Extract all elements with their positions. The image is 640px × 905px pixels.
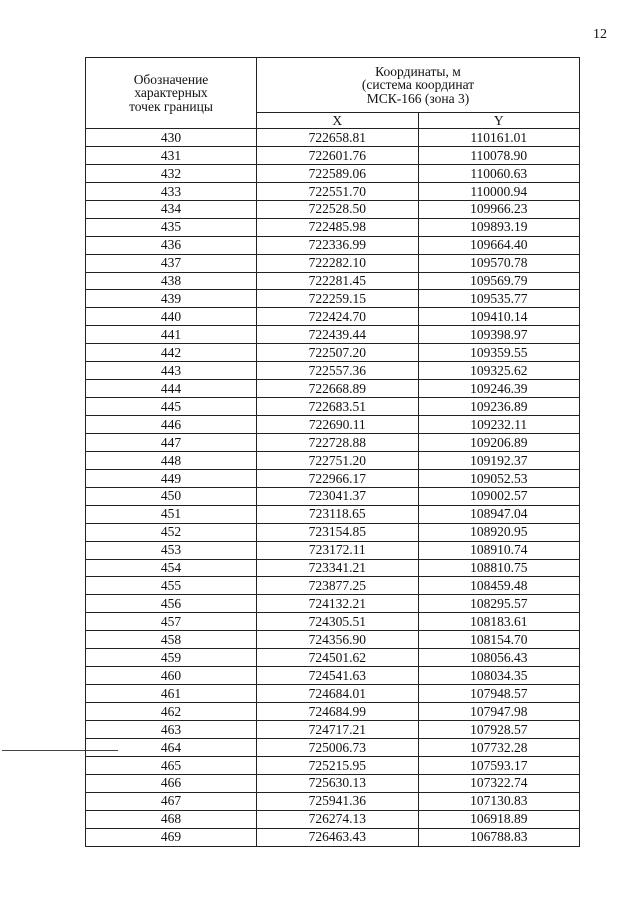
y-coordinate-cell: 107947.98	[418, 703, 580, 721]
table-row	[86, 182, 580, 200]
table-row	[86, 433, 580, 451]
point-number-cell: 461	[86, 685, 257, 703]
y-coordinate-cell: 107130.83	[418, 792, 580, 810]
y-coordinate-cell: 108034.35	[418, 667, 580, 685]
x-coordinate-cell: 722668.89	[257, 380, 419, 398]
point-number-cell: 454	[86, 559, 257, 577]
y-coordinate-cell: 109052.53	[418, 469, 580, 487]
y-coordinate-cell: 109359.55	[418, 344, 580, 362]
table-row	[86, 164, 580, 182]
y-coordinate-cell: 109206.89	[418, 433, 580, 451]
table-row	[86, 272, 580, 290]
x-coordinate-cell: 725630.13	[257, 774, 419, 792]
x-coordinate-cell: 722683.51	[257, 398, 419, 416]
y-coordinate-cell: 109664.40	[418, 236, 580, 254]
point-number-cell: 441	[86, 326, 257, 344]
table-header	[86, 58, 580, 129]
point-number-cell: 448	[86, 451, 257, 469]
table-row	[86, 541, 580, 559]
point-number-cell: 464	[86, 738, 257, 756]
x-coordinate-cell: 722589.06	[257, 164, 419, 182]
y-coordinate-cell: 108810.75	[418, 559, 580, 577]
table-row	[86, 416, 580, 434]
coordinates-table	[85, 57, 580, 847]
y-coordinate-cell: 109535.77	[418, 290, 580, 308]
y-coordinate-cell: 109398.97	[418, 326, 580, 344]
table-row	[86, 290, 580, 308]
point-number-cell: 434	[86, 200, 257, 218]
point-number-cell: 460	[86, 667, 257, 685]
point-number-cell: 453	[86, 541, 257, 559]
point-number-cell: 463	[86, 720, 257, 738]
x-coordinate-cell: 723154.85	[257, 523, 419, 541]
x-coordinate-cell: 723172.11	[257, 541, 419, 559]
point-number-cell: 432	[86, 164, 257, 182]
x-coordinate-cell: 724132.21	[257, 595, 419, 613]
point-number-cell: 459	[86, 649, 257, 667]
point-number-cell: 469	[86, 828, 257, 846]
y-coordinate-cell: 109246.39	[418, 380, 580, 398]
page-number: 12	[593, 27, 607, 42]
y-coordinate-cell: 107732.28	[418, 738, 580, 756]
point-number-cell: 455	[86, 577, 257, 595]
y-coordinate-cell: 108295.57	[418, 595, 580, 613]
table-row	[86, 577, 580, 595]
point-number-cell: 466	[86, 774, 257, 792]
designation-header-line: точек границы	[129, 98, 213, 114]
table-row	[86, 505, 580, 523]
x-coordinate-cell: 724684.99	[257, 703, 419, 721]
y-coordinate-cell: 109002.57	[418, 487, 580, 505]
x-coordinate-cell: 724717.21	[257, 720, 419, 738]
table-row	[86, 685, 580, 703]
point-number-cell: 430	[86, 129, 257, 147]
table-row	[86, 451, 580, 469]
x-coordinate-cell: 722485.98	[257, 218, 419, 236]
y-coordinate-cell: 108056.43	[418, 649, 580, 667]
x-coordinate-cell: 722557.36	[257, 362, 419, 380]
table-row	[86, 756, 580, 774]
point-number-cell: 435	[86, 218, 257, 236]
x-coordinate-cell: 722966.17	[257, 469, 419, 487]
x-coordinate-cell: 722551.70	[257, 182, 419, 200]
y-coordinate-cell: 107928.57	[418, 720, 580, 738]
y-coordinate-cell: 108183.61	[418, 613, 580, 631]
x-coordinate-cell: 723877.25	[257, 577, 419, 595]
point-number-cell: 457	[86, 613, 257, 631]
y-coordinate-cell: 110000.94	[418, 182, 580, 200]
table-row	[86, 362, 580, 380]
x-coordinate-cell: 722751.20	[257, 451, 419, 469]
x-coordinate-cell: 722281.45	[257, 272, 419, 290]
x-coordinate-cell: 722690.11	[257, 416, 419, 434]
x-coordinate-cell: 724501.62	[257, 649, 419, 667]
point-number-cell: 433	[86, 182, 257, 200]
y-coordinate-cell: 109570.78	[418, 254, 580, 272]
y-coordinate-cell: 110161.01	[418, 129, 580, 147]
table-row	[86, 720, 580, 738]
x-coordinate-cell: 722528.50	[257, 200, 419, 218]
x-coordinate-cell: 725215.95	[257, 756, 419, 774]
table-row	[86, 326, 580, 344]
y-coordinate-cell: 109325.62	[418, 362, 580, 380]
point-number-cell: 452	[86, 523, 257, 541]
y-coordinate-cell: 110078.90	[418, 146, 580, 164]
x-coordinate-cell: 722282.10	[257, 254, 419, 272]
point-number-cell: 440	[86, 308, 257, 326]
x-coordinate-cell: 723041.37	[257, 487, 419, 505]
table-row	[86, 200, 580, 218]
table-row	[86, 129, 580, 147]
table-row	[86, 595, 580, 613]
y-coordinate-cell: 106918.89	[418, 810, 580, 828]
table-row	[86, 523, 580, 541]
y-coordinate-cell: 107593.17	[418, 756, 580, 774]
y-coordinate-cell: 108920.95	[418, 523, 580, 541]
x-coordinate-cell: 722507.20	[257, 344, 419, 362]
point-number-cell: 468	[86, 810, 257, 828]
x-coordinate-cell: 722601.76	[257, 146, 419, 164]
table-row	[86, 308, 580, 326]
table-row	[86, 667, 580, 685]
point-number-cell: 447	[86, 433, 257, 451]
point-number-cell: 456	[86, 595, 257, 613]
y-coordinate-cell: 109569.79	[418, 272, 580, 290]
table-row	[86, 810, 580, 828]
table-row	[86, 649, 580, 667]
x-coordinate-cell: 724684.01	[257, 685, 419, 703]
point-number-cell: 431	[86, 146, 257, 164]
point-number-cell: 444	[86, 380, 257, 398]
y-coordinate-cell: 107322.74	[418, 774, 580, 792]
x-coordinate-cell: 724305.51	[257, 613, 419, 631]
point-number-cell: 443	[86, 362, 257, 380]
table-row	[86, 703, 580, 721]
table-row	[86, 254, 580, 272]
y-coordinate-cell: 109192.37	[418, 451, 580, 469]
x-coordinate-cell: 722424.70	[257, 308, 419, 326]
y-coordinate-cell: 109893.19	[418, 218, 580, 236]
x-coordinate-cell: 722336.99	[257, 236, 419, 254]
table-row	[86, 398, 580, 416]
table-row	[86, 613, 580, 631]
y-coordinate-cell: 109966.23	[418, 200, 580, 218]
point-number-cell: 436	[86, 236, 257, 254]
coordinates-header-line: (система координат	[361, 77, 475, 93]
table-row	[86, 559, 580, 577]
x-coordinate-cell: 723341.21	[257, 559, 419, 577]
x-coordinate-cell: 726274.13	[257, 810, 419, 828]
y-coordinate-cell: 108154.70	[418, 631, 580, 649]
x-coordinate-cell: 722439.44	[257, 326, 419, 344]
table-row	[86, 487, 580, 505]
coordinates-header-line: Координаты, м	[375, 63, 461, 79]
point-number-cell: 449	[86, 469, 257, 487]
point-number-cell: 437	[86, 254, 257, 272]
x-coordinate-cell: 723118.65	[257, 505, 419, 523]
point-number-cell: 438	[86, 272, 257, 290]
designation-header-line: характерных	[134, 85, 208, 101]
table-body	[86, 129, 580, 847]
x-axis-header: X	[257, 113, 419, 129]
y-coordinate-cell: 107948.57	[418, 685, 580, 703]
point-number-cell: 450	[86, 487, 257, 505]
point-number-cell: 462	[86, 703, 257, 721]
y-coordinate-cell: 110060.63	[418, 164, 580, 182]
y-coordinate-cell: 109232.11	[418, 416, 580, 434]
x-coordinate-cell: 722658.81	[257, 129, 419, 147]
table-row	[86, 774, 580, 792]
x-coordinate-cell: 724356.90	[257, 631, 419, 649]
x-coordinate-cell: 724541.63	[257, 667, 419, 685]
x-coordinate-cell: 722728.88	[257, 433, 419, 451]
point-number-cell: 451	[86, 505, 257, 523]
table-row	[86, 146, 580, 164]
coordinates-header-line: МСК-166 (зона 3)	[366, 90, 470, 106]
y-coordinate-cell: 109236.89	[418, 398, 580, 416]
point-number-cell: 446	[86, 416, 257, 434]
table-row	[86, 218, 580, 236]
point-number-cell: 458	[86, 631, 257, 649]
point-number-cell: 467	[86, 792, 257, 810]
table-row	[86, 631, 580, 649]
point-number-cell: 465	[86, 756, 257, 774]
table-row	[86, 344, 580, 362]
table-row	[86, 828, 580, 846]
point-number-cell: 442	[86, 344, 257, 362]
y-coordinate-cell: 108947.04	[418, 505, 580, 523]
y-coordinate-cell: 109410.14	[418, 308, 580, 326]
table-row	[86, 469, 580, 487]
designation-header-line: Обозначение	[133, 71, 209, 87]
table-row	[86, 380, 580, 398]
point-number-cell: 445	[86, 398, 257, 416]
point-number-cell: 439	[86, 290, 257, 308]
x-coordinate-cell: 725941.36	[257, 792, 419, 810]
table-row	[86, 236, 580, 254]
coordinates-header	[257, 58, 580, 113]
x-coordinate-cell: 722259.15	[257, 290, 419, 308]
y-coordinate-cell: 108910.74	[418, 541, 580, 559]
y-axis-header: Y	[418, 113, 580, 129]
table-row	[86, 738, 580, 756]
designation-header	[86, 58, 257, 129]
x-coordinate-cell: 726463.43	[257, 828, 419, 846]
table-row	[86, 792, 580, 810]
x-coordinate-cell: 725006.73	[257, 738, 419, 756]
y-coordinate-cell: 106788.83	[418, 828, 580, 846]
y-coordinate-cell: 108459.48	[418, 577, 580, 595]
header-row	[86, 58, 580, 113]
